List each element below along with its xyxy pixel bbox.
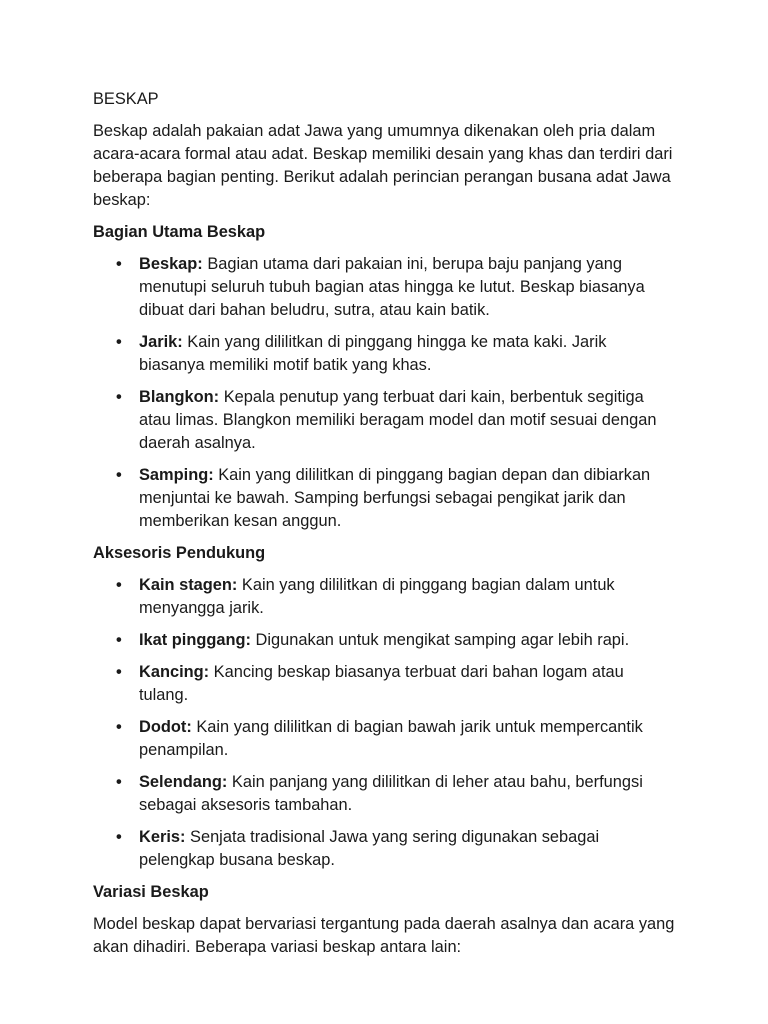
list-item-desc: Kain panjang yang dililitkan di leher atau bahu, berfungsi sebagai aksesoris tambahan. bbox=[139, 773, 643, 814]
bullet-icon: • bbox=[116, 466, 122, 484]
list-item-desc: Kancing beskap biasanya terbuat dari bahan logam atau tulang. bbox=[139, 663, 624, 704]
list-item bbox=[93, 826, 676, 872]
bullet-icon: • bbox=[116, 773, 122, 791]
list-item-term: Kain stagen: bbox=[139, 576, 238, 594]
list-item-term: Ikat pinggang: bbox=[139, 631, 251, 649]
list-item bbox=[93, 661, 676, 707]
aksesoris-list bbox=[93, 574, 676, 872]
list-item-term: Dodot: bbox=[139, 718, 192, 736]
list-item bbox=[93, 574, 676, 620]
section-heading-aksesoris: Aksesoris Pendukung bbox=[93, 544, 266, 562]
list-item-desc: Kain yang dililitkan di pinggang bagian dalam untuk menyangga jarik. bbox=[139, 576, 615, 617]
list-item-term: Kancing: bbox=[139, 663, 210, 681]
list-item-term: Keris: bbox=[139, 828, 186, 846]
section-heading-bagian-utama: Bagian Utama Beskap bbox=[93, 223, 266, 241]
list-item-desc: Senjata tradisional Jawa yang sering digunakan sebagai pelengkap busana beskap. bbox=[139, 828, 600, 869]
variasi-paragraph: Model beskap dapat bervariasi tergantung pada daerah asalnya dan acara yang akan dihadiri. Beberapa variasi beskap antara lain: bbox=[93, 915, 675, 956]
list-item-desc: Bagian utama dari pakaian ini, berupa baju panjang yang menutupi seluruh tubuh bagian atas hingga ke lutut. Beskap biasanya dibuat dari bahan beludru, sutra, atau kain batik. bbox=[139, 255, 645, 319]
bullet-icon: • bbox=[116, 631, 122, 649]
list-item-term: Blangkon: bbox=[139, 388, 220, 406]
list-item-term: Beskap: bbox=[139, 255, 203, 273]
list-item bbox=[93, 464, 676, 533]
list-item-desc: Digunakan untuk mengikat samping agar lebih rapi. bbox=[251, 631, 630, 649]
list-item bbox=[93, 386, 676, 455]
bullet-icon: • bbox=[116, 828, 122, 846]
bullet-icon: • bbox=[116, 388, 122, 406]
list-item-desc: Kepala penutup yang terbuat dari kain, berbentuk segitiga atau limas. Blangkon memiliki beragam model dan motif sesuai dengan daerah asalnya. bbox=[139, 388, 657, 452]
bullet-icon: • bbox=[116, 663, 122, 681]
bullet-icon: • bbox=[116, 718, 122, 736]
bullet-icon: • bbox=[116, 576, 122, 594]
document-title: BESKAP bbox=[93, 90, 159, 108]
bullet-icon: • bbox=[116, 333, 122, 351]
section-heading-variasi: Variasi Beskap bbox=[93, 883, 209, 901]
list-item bbox=[93, 771, 676, 817]
list-item-desc: Kain yang dililitkan di pinggang bagian depan dan dibiarkan menjuntai ke bawah. Samping berfungsi sebagai pengikat jarik dan memberikan kesan anggun. bbox=[139, 466, 651, 530]
list-item bbox=[93, 331, 676, 377]
list-item bbox=[93, 716, 676, 762]
intro-paragraph: Beskap adalah pakaian adat Jawa yang umumnya dikenakan oleh pria dalam acara-acara formal atau adat. Beskap memiliki desain yang khas dan terdiri dari beberapa bagian penting. Berikut adalah perincian perangan busana adat Jawa beskap: bbox=[93, 122, 673, 209]
list-item-term: Samping: bbox=[139, 466, 214, 484]
list-item bbox=[93, 629, 676, 652]
list-item-desc: Kain yang dililitkan di pinggang hingga ke mata kaki. Jarik biasanya memiliki motif batik yang khas. bbox=[139, 333, 607, 374]
list-item-term: Selendang: bbox=[139, 773, 228, 791]
bullet-icon: • bbox=[116, 255, 122, 273]
list-item bbox=[93, 253, 676, 322]
bagian-utama-list bbox=[93, 253, 676, 533]
list-item-desc: Kain yang dililitkan di bagian bawah jarik untuk mempercantik penampilan. bbox=[139, 718, 643, 759]
list-item-term: Jarik: bbox=[139, 333, 183, 351]
